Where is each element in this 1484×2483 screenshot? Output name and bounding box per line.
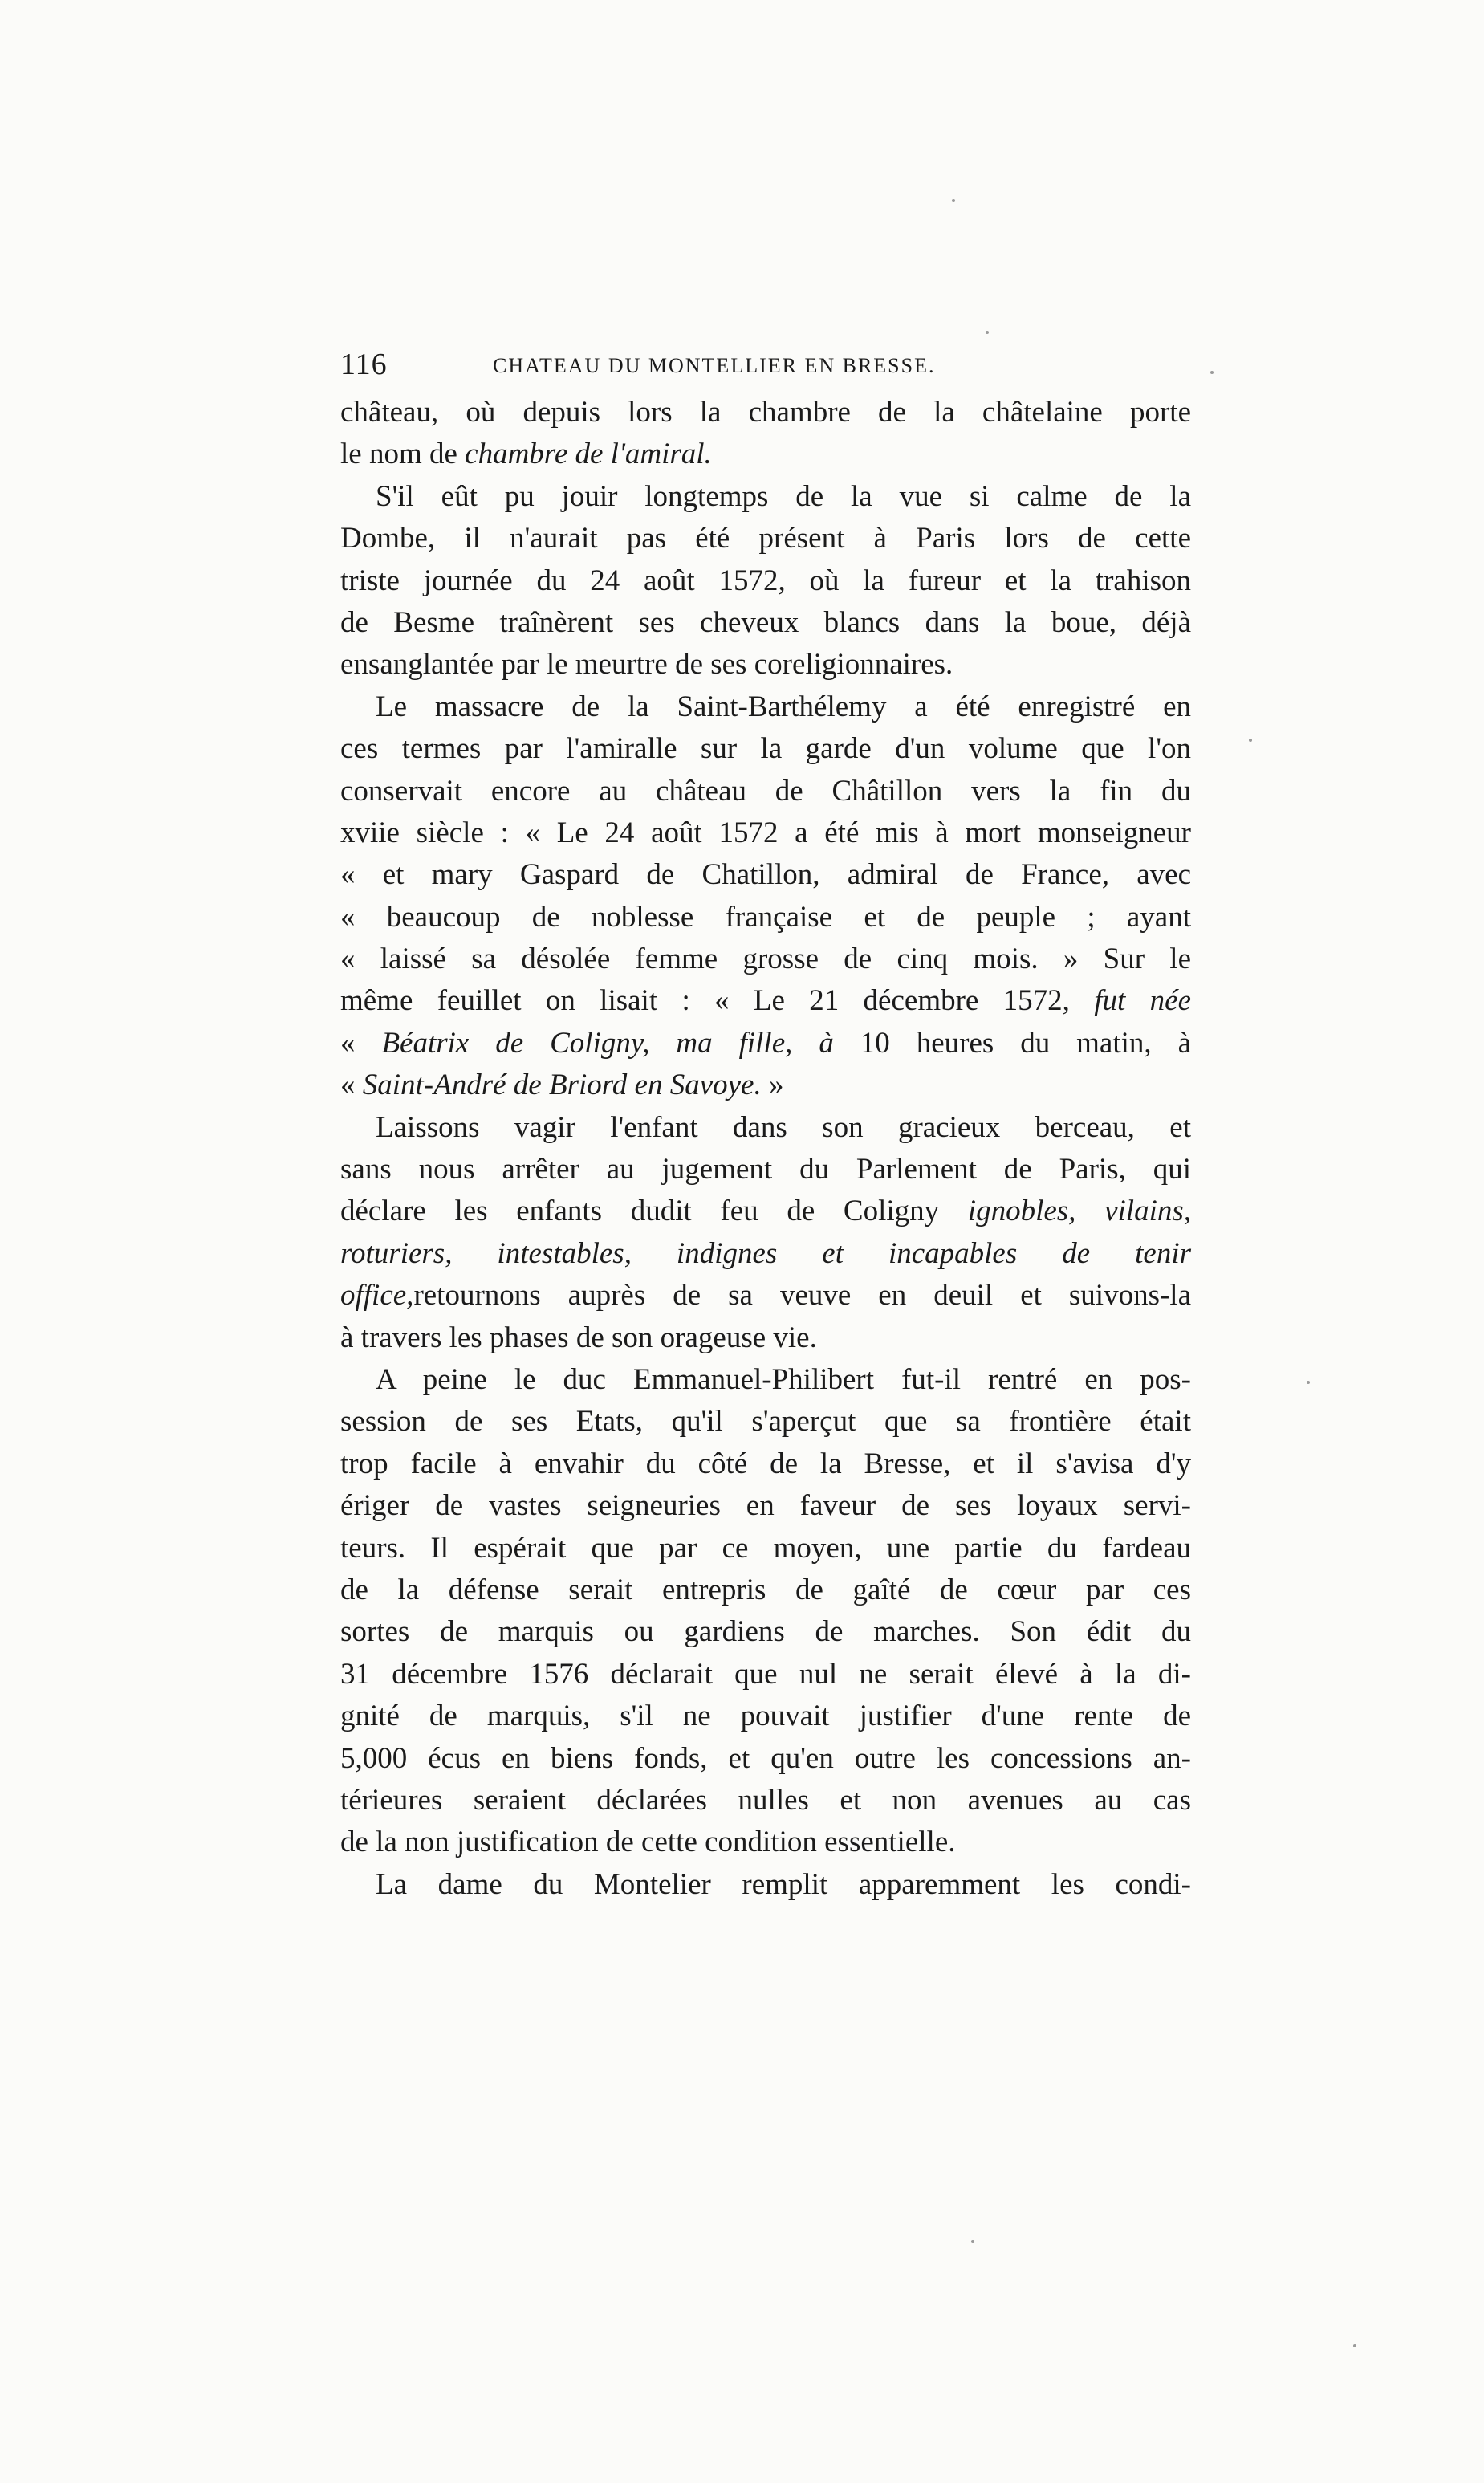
text-line: teurs. Il espérait que par ce moyen, une partie du fardeau (340, 1531, 1191, 1565)
text-line: sans nous arrêter au jugement du Parlement de Paris, qui (340, 1153, 1191, 1187)
text-line: « Saint-André de Briord en Savoye. » (340, 1069, 784, 1102)
text-line: déclare les enfants dudit feu de Coligny ignobles, vilains, (340, 1195, 1191, 1228)
running-title: CHATEAU DU MONTELLIER EN BRESSE. (493, 354, 936, 377)
text-line: « Béatrix de Coligny, ma fille, à 10 heures du matin, à (340, 1026, 1192, 1060)
text-line: « et mary Gaspard de Chatillon, admiral de France, avec (340, 858, 1191, 892)
text-line: sortes de marquis ou gardiens de marches. Son édit du (340, 1615, 1191, 1649)
text-line: 31 décembre 1576 déclarait que nul ne serait élevé à la di- (340, 1657, 1191, 1691)
paper-speck (971, 2240, 974, 2243)
text-line: session de ses Etats, qu'il s'aperçut que sa frontière était (340, 1405, 1191, 1439)
paper-speck (952, 199, 955, 202)
text-line: ces termes par l'amiralle sur la garde d'un volume que l'on (340, 732, 1191, 766)
text-line: même feuillet on lisait : « Le 21 décembre 1572, fut née (340, 984, 1191, 1018)
text-line: office,retournons auprès de sa veuve en deuil et suivons-la (340, 1279, 1191, 1313)
text-line: gnité de marquis, s'il ne pouvait justifier d'une rente de (340, 1699, 1191, 1733)
paper-speck (1353, 2344, 1356, 2347)
paper-speck (1307, 1381, 1310, 1384)
body-text (340, 392, 1191, 1906)
text-line: à travers les phases de son orageuse vie. (340, 1321, 817, 1354)
text-line: Le massacre de la Saint-Barthélemy a été enregistré en (376, 690, 1191, 723)
text-line: de la défense serait entrepris de gaîté de cœur par ces (340, 1573, 1191, 1606)
page-number: 116 (340, 348, 388, 381)
text-line: de Besme traînèrent ses cheveux blancs dans la boue, déjà (340, 605, 1191, 639)
paper-speck (986, 331, 989, 334)
text-line: 5,000 écus en biens fonds, et qu'en outre les concessions an- (340, 1741, 1191, 1775)
text-line: ériger de vastes seigneuries en faveur de ses loyaux servi- (340, 1489, 1191, 1523)
text-line: de la non justification de cette condition essentielle. (340, 1826, 956, 1859)
text-line: La dame du Montelier remplit apparemment les condi- (376, 1867, 1191, 1901)
text-line: triste journée du 24 août 1572, où la fureur et la trahison (340, 564, 1191, 597)
page-header (340, 344, 1215, 385)
text-line: roturiers, intestables, indignes et incapables de tenir (340, 1236, 1191, 1270)
text-line: château, où depuis lors la chambre de la châtelaine porte (340, 396, 1191, 429)
text-line: A peine le duc Emmanuel-Philibert fut-il rentré en pos- (376, 1362, 1191, 1396)
text-line: le nom de chambre de l'amiral. (340, 438, 712, 471)
text-line: Dombe, il n'aurait pas été présent à Paris lors de cette (340, 522, 1191, 556)
text-line: ensanglantée par le meurtre de ses coreligionnaires. (340, 648, 953, 682)
paper-speck (1210, 371, 1214, 374)
text-line: « beaucoup de noblesse française et de peuple ; ayant (340, 900, 1191, 934)
paper-speck (1249, 739, 1252, 742)
text-line: S'il eût pu jouir longtemps de la vue si calme de la (376, 479, 1191, 513)
text-line: conservait encore au château de Châtillon vers la fin du (340, 774, 1191, 808)
text-line: « laissé sa désolée femme grosse de cinq mois. » Sur le (340, 942, 1191, 976)
text-line: trop facile à envahir du côté de la Bresse, et il s'avisa d'y (340, 1447, 1191, 1480)
text-line: xviie siècle : « Le 24 août 1572 a été mis à mort monseigneur (340, 816, 1191, 849)
text-line: térieures seraient déclarées nulles et non avenues au cas (340, 1783, 1191, 1817)
text-line: Laissons vagir l'enfant dans son gracieux berceau, et (376, 1110, 1191, 1144)
